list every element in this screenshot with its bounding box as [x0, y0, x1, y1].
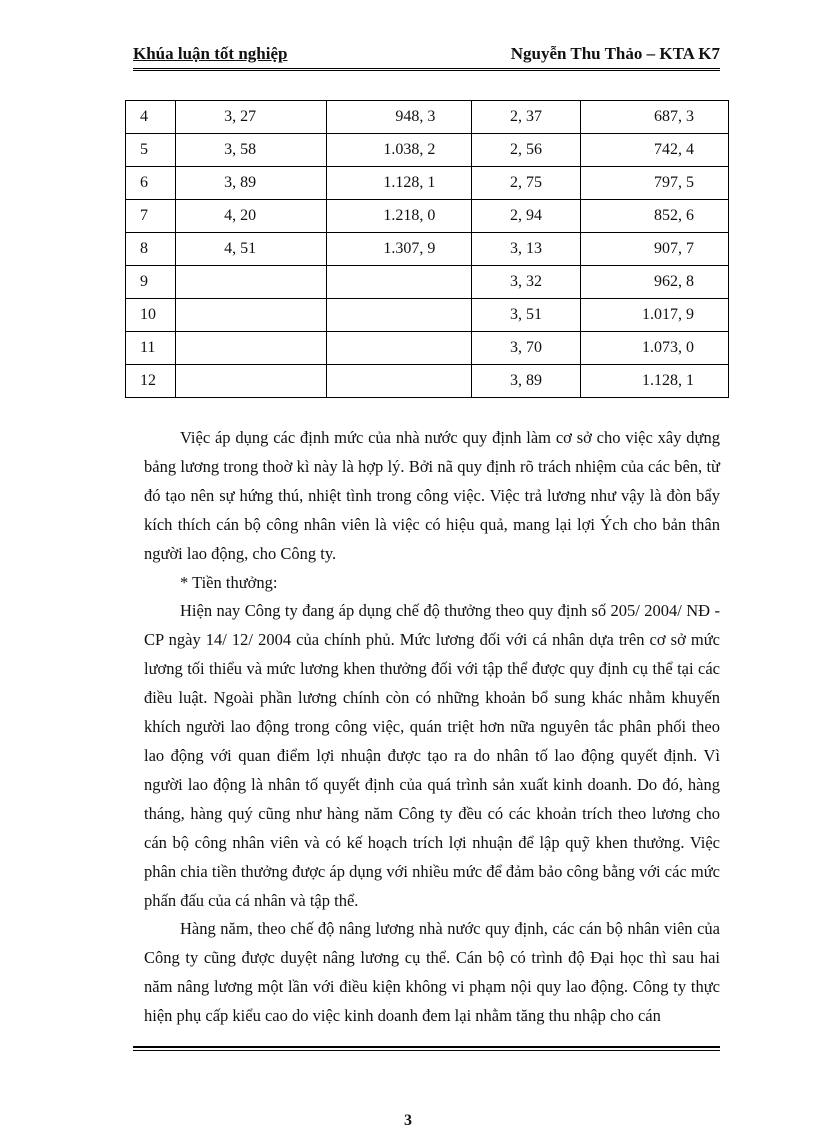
- table-cell: 1.038, 2: [327, 134, 472, 167]
- table-cell: 3, 32: [472, 266, 580, 299]
- table-cell: 3, 70: [472, 332, 580, 365]
- table-cell: 1.128, 1: [580, 365, 729, 398]
- table-cell: 12: [126, 365, 176, 398]
- paragraph-bonus-policy: Hiện nay Công ty đang áp dụng chế độ thưởng theo quy định số 205/ 2004/ NĐ - CP ngày 14/ 12/ 2004 của chính phủ. Mức lương đối với cá nhân dựa trên cơ sở mức lương tối thiểu và mức lương khen thưởng đối với tập thể được quy định cụ thể tại các điều luật. Ngoài phần lương chính còn có những khoản bổ sung khác nhằm khuyến khích người lao động trong công việc, quán triệt hơn nữa nguyên tắc phân phối theo lao động với quan điểm lợi nhuận được tạo ra do nhân tố lao động quyết định. Vì người lao động là nhân tố quyết định của quá trình sản xuất kinh doanh. Do đó, hàng tháng, hàng quý cũng như hàng năm Công ty đều có các khoản trích theo lương cho cán bộ công nhân viên và có kế hoạch trích lợi nhuận để lập quỹ khen thưởng. Việc phân chia tiền thưởng được áp dụng với nhiều mức để đảm bảo công bằng với các mức phấn đấu của cá nhân và tập thể.: [144, 601, 720, 910]
- table-cell: 2, 56: [472, 134, 580, 167]
- table-cell: 3, 51: [472, 299, 580, 332]
- salary-table-body: [126, 101, 729, 398]
- paragraph-salary-norms: Việc áp dụng các định mức của nhà nước quy định làm cơ sở cho việc xây dựng bảng lương trong thoờ kì này là hợp lý. Bởi nã quy định rõ trách nhiệm của các bên, từ đó tạo nên sự hứng thú, nhiệt tình trong công việc. Việc trả lương như vậy là đòn bẩy kích thích cán bộ công nhân viên là việc có hiệu quả, mang lại lợi Ých cho bản thân người lao động, cho Công ty.: [144, 428, 720, 563]
- table-cell: 3, 89: [472, 365, 580, 398]
- table-cell: 5: [126, 134, 176, 167]
- table-row: [126, 233, 729, 266]
- table-cell: [176, 365, 327, 398]
- table-cell: 2, 75: [472, 167, 580, 200]
- table-cell: 4, 51: [176, 233, 327, 266]
- table-cell: [176, 299, 327, 332]
- table-cell: 742, 4: [580, 134, 729, 167]
- table-row: [126, 200, 729, 233]
- page-header: [133, 42, 720, 71]
- table-cell: 3, 58: [176, 134, 327, 167]
- page-number: 3: [404, 1112, 412, 1129]
- table-cell: 948, 3: [327, 101, 472, 134]
- table-cell: 797, 5: [580, 167, 729, 200]
- table-cell: 2, 94: [472, 200, 580, 233]
- table-cell: 1.017, 9: [580, 299, 729, 332]
- table-cell: 1.128, 1: [327, 167, 472, 200]
- table-cell: 3, 27: [176, 101, 327, 134]
- footer-rule: [133, 1046, 720, 1051]
- table-cell: 7: [126, 200, 176, 233]
- table-cell: 907, 7: [580, 233, 729, 266]
- table-cell: 1.307, 9: [327, 233, 472, 266]
- table-row: [126, 365, 729, 398]
- table-row: [126, 134, 729, 167]
- table-row: [126, 101, 729, 134]
- table-row: [126, 299, 729, 332]
- header-author: Nguyễn Thu Thảo – KTA K7: [510, 44, 720, 63]
- section-heading-bonus: * Tiền thưởng:: [180, 572, 278, 592]
- table-row: [126, 266, 729, 299]
- table-cell: 10: [126, 299, 176, 332]
- table-cell: 6: [126, 167, 176, 200]
- table-cell: 4: [126, 101, 176, 134]
- table-cell: 3, 13: [472, 233, 580, 266]
- table-cell: 3, 89: [176, 167, 327, 200]
- table-cell: [327, 332, 472, 365]
- table-cell: [176, 266, 327, 299]
- table-cell: 852, 6: [580, 200, 729, 233]
- table-cell: 4, 20: [176, 200, 327, 233]
- table-cell: 687, 3: [580, 101, 729, 134]
- table-cell: [327, 266, 472, 299]
- table-cell: 9: [126, 266, 176, 299]
- table-cell: 8: [126, 233, 176, 266]
- salary-table: [125, 100, 729, 398]
- table-cell: [327, 299, 472, 332]
- table-cell: [327, 365, 472, 398]
- table-cell: 1.218, 0: [327, 200, 472, 233]
- table-cell: 2, 37: [472, 101, 580, 134]
- table-cell: 11: [126, 332, 176, 365]
- table-cell: [176, 332, 327, 365]
- header-thesis-title: Khúa luận tốt nghiệp: [133, 44, 288, 63]
- table-row: [126, 332, 729, 365]
- body-text: [144, 424, 720, 1031]
- paragraph-salary-raise: Hàng năm, theo chế độ nâng lương nhà nước quy định, các cán bộ nhân viên của Công ty cũng được duyệt nâng lương cụ thể. Cán bộ có trình độ Đại học thì sau hai năm nâng lương một lần với điều kiện không vi phạm nội quy lao động. Công ty thực hiện phụ cấp kiểu cao do việc kinh doanh đem lại nhằm tăng thu nhập cho cán: [144, 919, 720, 1026]
- table-row: [126, 167, 729, 200]
- table-cell: 962, 8: [580, 266, 729, 299]
- table-cell: 1.073, 0: [580, 332, 729, 365]
